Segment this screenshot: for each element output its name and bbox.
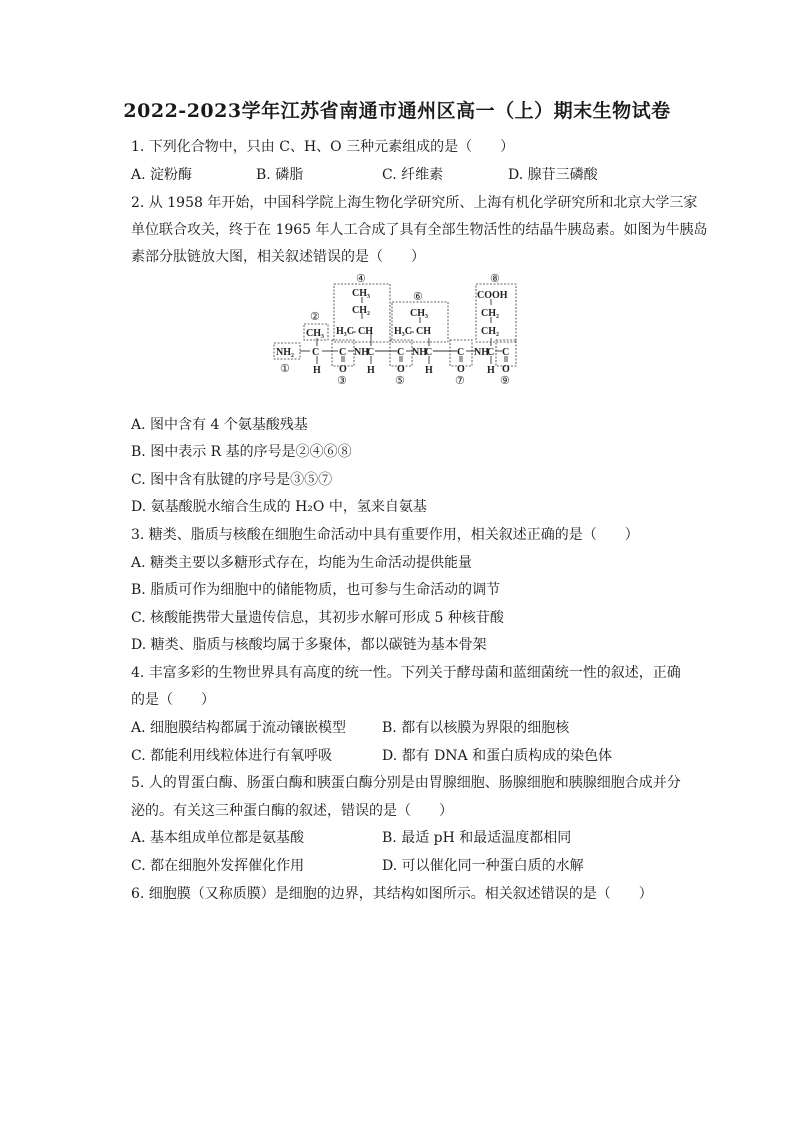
h-label-3: H (425, 365, 433, 376)
h-label-4: H (487, 365, 495, 376)
peptide-chain-figure (270, 272, 530, 390)
chain-nh-1: NH (354, 347, 369, 358)
q2-stem-line-2: 单位联合攻关，终于在 1965 年人工合成了具有全部生物活性的结晶牛胰岛素。如图为牛胰岛 (131, 222, 708, 238)
chain-c-2: C (339, 347, 347, 358)
q5-option-c: C. 都在细胞外发挥催化作用 (131, 858, 305, 874)
page-title: 2022-2023学年江苏省南通市通州区高一（上）期末生物试卷 (123, 100, 671, 122)
q5-stem-line-1: 5. 人的胃蛋白酶、肠蛋白酶和胰蛋白酶分别是由胃腺细胞、肠腺细胞和胰腺细胞合成并分 (131, 775, 681, 791)
circled-1: ① (280, 363, 290, 375)
q2-option-a: A. 图中含有 4 个氨基酸残基 (131, 417, 308, 433)
q4-option-c: C. 都能利用线粒体进行有氧呼吸 (131, 748, 333, 764)
group-ch2-1: CH₂ (352, 305, 370, 316)
q1-option-d: D. 腺苷三磷酸 (508, 167, 598, 183)
chain-c-1: C (312, 347, 320, 358)
circled-9: ⑨ (500, 375, 510, 387)
group-ch3-1: CH₃ (306, 328, 324, 339)
q5-option-d: D. 可以催化同一种蛋白质的水解 (382, 858, 584, 874)
group-h3c-2: H₃C (394, 326, 412, 337)
q1-option-b: B. 磷脂 (256, 167, 304, 183)
circled-4: ④ (356, 273, 366, 285)
q4-stem-line-2: 的是（ ） (131, 692, 215, 708)
group-ch3-3: CH₃ (410, 308, 428, 319)
q2-option-d: D. 氨基酸脱水缩合生成的 H₂O 中，氢来自氨基 (131, 499, 427, 515)
circled-8: ⑧ (490, 273, 500, 285)
q6-stem: 6. 细胞膜（又称质膜）是细胞的边界，其结构如图所示。相关叙述错误的是（ ） (131, 886, 653, 902)
q2-option-c: C. 图中含有肽键的序号是③⑤⑦ (131, 472, 333, 488)
o-label-4: O (502, 364, 510, 375)
q5-stem-line-2: 泌的。有关这三种蛋白酶的叙述，错误的是（ ） (131, 803, 453, 819)
o-label-2: O (397, 364, 405, 375)
chain-c-4: C (397, 347, 405, 358)
q5-option-b: B. 最适 pH 和最适温度都相同 (382, 830, 572, 846)
h-label-2: H (367, 365, 375, 376)
q4-option-a: A. 细胞膜结构都属于流动镶嵌模型 (131, 720, 347, 736)
circled-7: ⑦ (455, 375, 465, 387)
q1-option-a: A. 淀粉酶 (131, 167, 193, 183)
group-ch2-3: CH₂ (481, 326, 499, 337)
chain-nh-2: NH (412, 347, 427, 358)
chain-c-5: C (425, 347, 433, 358)
group-ch2-2: CH₂ (481, 308, 499, 319)
circled-5: ⑤ (395, 375, 405, 387)
chain-c-7: C (487, 347, 495, 358)
chain-nh-3: NH (474, 347, 489, 358)
q3-option-d: D. 糖类、脂质与核酸均属于多聚体，都以碳链为基本骨架 (131, 637, 487, 653)
q2-stem-line-3: 素部分肽链放大图，相关叙述错误的是（ ） (131, 249, 425, 265)
q3-stem: 3. 糖类、脂质与核酸在细胞生命活动中具有重要作用，相关叙述正确的是（ ） (131, 527, 639, 543)
chain-c-8: C (502, 347, 510, 358)
q1-option-c: C. 纤维素 (382, 167, 444, 183)
q4-stem-line-1: 4. 丰富多彩的生物世界具有高度的统一性。下列关于酵母菌和蓝细菌统一性的叙述，正确 (131, 665, 681, 681)
q4-option-d: D. 都有 DNA 和蛋白质构成的染色体 (382, 748, 613, 764)
o-label-1: O (339, 364, 347, 375)
q5-option-a: A. 基本组成单位都是氨基酸 (131, 830, 305, 846)
chain-c-6: C (457, 347, 465, 358)
group-h3c-1: H₃C (336, 326, 354, 337)
q3-option-c: C. 核酸能携带大量遗传信息，其初步水解可形成 5 种核苷酸 (131, 610, 504, 626)
q1-stem: 1. 下列化合物中，只由 C、H、O 三种元素组成的是（ ） (131, 139, 515, 155)
o-label-3: O (457, 364, 465, 375)
h-label-1: H (313, 365, 321, 376)
group-ch-2: CH (416, 326, 431, 337)
group-nh2: NH₂ (276, 347, 294, 358)
q3-option-a: A. 糖类主要以多糖形式存在，均能为生命活动提供能量 (131, 555, 473, 571)
q3-option-b: B. 脂质可作为细胞中的储能物质，也可参与生命活动的调节 (131, 582, 501, 598)
circled-3: ③ (337, 375, 347, 387)
group-ch-1: CH (358, 326, 373, 337)
q2-stem-line-1: 2. 从 1958 年开始，中国科学院上海生物化学研究所、上海有机化学研究所和北京大学三家 (131, 195, 698, 211)
q2-option-b: B. 图中表示 R 基的序号是②④⑥⑧ (131, 444, 352, 460)
circled-6: ⑥ (413, 291, 423, 303)
group-ch3-2: CH₃ (352, 288, 370, 299)
circled-2: ② (310, 311, 320, 323)
chain-c-3: C (367, 347, 375, 358)
group-cooh: COOH (477, 290, 508, 301)
q4-option-b: B. 都有以核膜为界限的细胞核 (382, 720, 570, 736)
